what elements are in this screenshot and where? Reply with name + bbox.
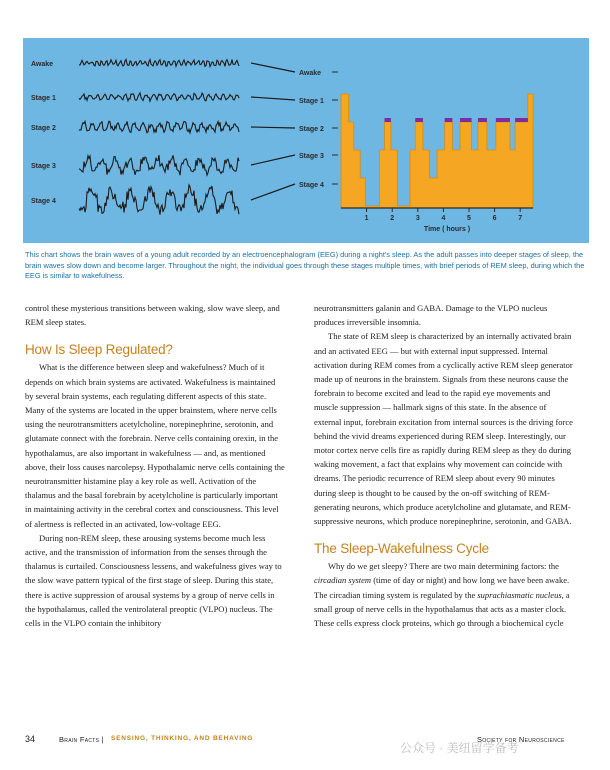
connector-line [251,97,295,100]
x-axis-label: Time ( hours ) [423,226,471,233]
rem-period-bar [460,118,472,122]
eeg-wave-label: Stage 1 [31,95,56,102]
book-title [59,735,104,744]
eeg-hypnogram-figure [23,38,589,243]
eeg-wave-label: Stage 2 [31,125,56,132]
section-heading: The Sleep-Wakefulness Cycle [314,541,489,557]
paragraph [314,559,574,630]
x-tick-label: 2 [390,215,395,222]
text-run: , a small group of nerve cells in the hypothalamus that acts as a master clock. These cells express clock proteins, which go through a biochemical cycle [314,589,570,629]
eeg-wave-trace [79,121,239,133]
x-tick-label: 6 [492,215,497,222]
connector-line [251,184,295,200]
hypnogram-area [341,94,533,208]
stage-label: Stage 4 [299,182,324,189]
text-run: Why do we get sleepy? There are two main determining factors: the [328,561,559,572]
stage-label: Stage 3 [299,153,324,160]
eeg-wave-trace [79,59,239,66]
rem-period-bar [515,118,528,122]
connector-lines [251,63,295,200]
figure-canvas [23,38,589,243]
rem-period-bar [496,118,510,122]
text-run: (time of day or night) and how long we have been awake. The circadian timing system is regulated by the [314,575,570,600]
stage-label: Stage 2 [299,126,324,133]
rem-period-bar [478,118,487,122]
footer-separator: | [101,735,104,744]
watermark: 公众号 · 美纽留学备考 [400,741,519,755]
connector-line [251,63,295,72]
paragraph: The state of REM sleep is characterized by an internally activated brain and an activated EEG — but with external input suppressed. Internal activation during REM comes from a cyclically active REM sleep generator made up of neurons in the brainstem. Signals from these neurons cause the forebrain to become excited and lead to the rapid eye movements and muscle suppression — hallmark signs of this state. In the absence of external input, forebrain excitation from internal sources is the driving force behind the vivid dreams experienced during REM sleep. Interestingly, our motor cortex nerve cells fire as rapidly during REM sleep as they do during waking movement, a fact that explains why movement can coincide with dreams. The periodic recurrence of REM sleep about every 90 minutes during sleep is thought to be caused by the on-off switching of REM-generating neurons, which produce acetylcholine and glutamate, and REM-suppressive neurons, which produce norepinephrine, serotonin, and GABA. [314,331,573,527]
eeg-wave-trace [79,185,239,215]
publisher-name: Society for Neuroscience [477,735,565,744]
eeg-wave-trace [79,155,239,175]
x-tick-label: 5 [467,215,471,222]
stage-label: Awake [299,70,322,77]
hypnogram-chart [299,70,533,233]
connector-line [251,127,295,128]
paragraph: What is the difference between sleep and wakefulness? Much of it depends on which brain systems are activated. Wakefulness is maintained by several brain systems, each regulating different aspects of this state. Many of the systems are located in the upper brainstem, where nerve cells using the neurotransmitters acetylcholine, norepinephrine, serotonin, and glutamate connect with the forebrain. Nerve cells containing orexin, in the hypothalamus, are also important in wakefulness — and, as mentioned above, their loss causes narcolepsy. Hypothalamic nerve cells containing the neurotransmitter histamine play a key role as well. Activation of the thalamus and the basal forebrain by acetylcholine is particularly important in maintaining activity in the cerebral cortex and consciousness. This level of alertness is reflected in an activated, low-voltage EEG. [25,362,285,529]
x-tick-label: 7 [518,215,523,222]
paragraph: neurotransmitters galanin and GABA. Damage to the VLPO nucleus produces irreversible insomnia. [314,303,548,328]
stage-label: Stage 1 [299,98,324,105]
paragraph: During non-REM sleep, these arousing systems become much less active, and the transmission of information from the senses through the thalamus is curtailed. Consciousness lessens, and wakefulness gives way to the slow wave pattern typical of the first stage of sleep. During this state, there is active suppression of arousal systems by a group of nerve cells in the hypothalamus, called the ventrolateral preoptic (VLPO) nucleus. The cells in the VLPO contain the inhibitory [25,532,282,629]
emphasis: circadian system [314,575,372,586]
rem-period-bar [445,118,453,122]
figure-caption: This chart shows the brain waves of a young adult recorded by an electroencephalogram (EEG) during a night's sleep. As the adult passes into deeper stages of sleep, the brain waves slow down and become larger. Throughout the night, the individual goes through these stages multiple times, with brief periods of REM sleep, during which the EEG is similar to wakefulness. [25,250,585,281]
rem-period-bar [385,118,391,122]
x-tick-label: 4 [441,215,446,222]
eeg-wave-label: Stage 4 [31,198,56,205]
section-name: SENSING, THINKING, AND BEHAVING [111,735,254,742]
rem-period-bar [415,118,423,122]
x-tick-label: 3 [415,215,420,222]
eeg-wave-trace [79,93,239,101]
page-number: 34 [25,734,36,744]
eeg-wave-label: Awake [31,61,54,68]
x-tick-label: 1 [364,215,369,222]
section-heading: How Is Sleep Regulated? [25,342,173,358]
emphasis: suprachiasmatic nucleus [477,589,562,600]
left-column [25,301,285,630]
connector-line [251,155,295,165]
book-title-text: Brain Facts [59,735,100,744]
right-column [314,301,574,630]
paragraph: control these mysterious transitions between waking, slow wave sleep, and REM sleep states. [25,303,280,328]
eeg-wave-label: Stage 3 [31,163,56,170]
eeg-waves [31,59,239,214]
